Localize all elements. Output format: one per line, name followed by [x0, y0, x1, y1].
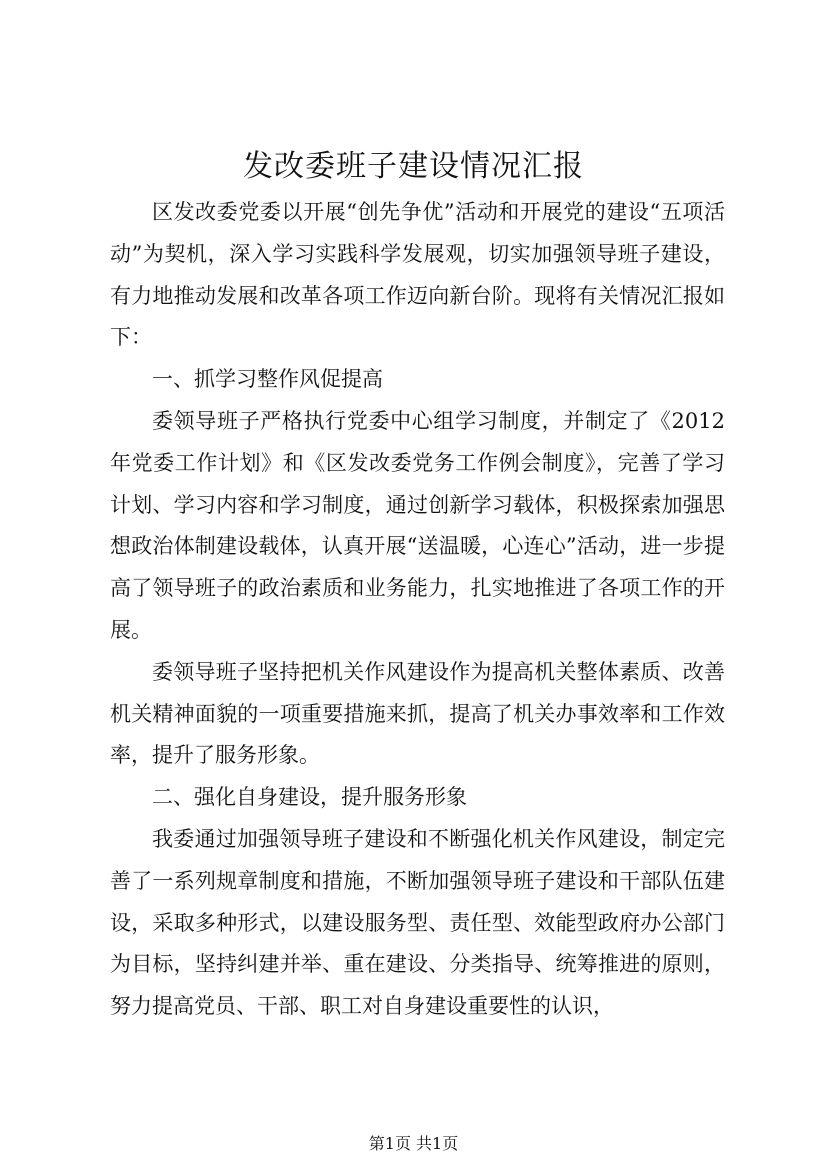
page-footer: 第1页 共1页: [368, 1134, 459, 1153]
section-heading-1: 一、抓学习整作风促提高: [152, 367, 383, 392]
paragraph-study-system: 委领导班子严格执行党委中心组学习制度，并制定了《2012年党委工作计划》和《区发改委党务工作例会制度》，完善了学习计划、学习内容和学习制度，通过创新学习载体，积极探索加强思想政治体制建设载体，认真开展“送温暖，心连心”活动，进一步提高了领导班子的政治素质和业务能力，扎实地推进了各项工作的开展。: [110, 408, 725, 642]
paragraph-intro: 区发改委党委以开展“创先争优”活动和开展党的建设“五项活动”为契机，深入学习实践科学发展观，切实加强领导班子建设，有力地推动发展和改革各项工作迈向新台阶。现将有关情况汇报如下：: [110, 200, 725, 350]
paragraph-self-construction: 我委通过加强领导班子建设和不断强化机关作风建设，制定完善了一系列规章制度和措施，不断加强领导班子建设和干部队伍建设，采取多种形式，以建设服务型、责任型、效能型政府办公部门为目标，坚持纠建并举、重在建设、分类指导、统筹推进的原则，努力提高党员、干部、职工对自身建设重要性的认识，: [110, 826, 725, 1019]
document-title: 发改委班子建设情况汇报: [243, 149, 584, 184]
section-heading-2: 二、强化自身建设，提升服务形象: [152, 785, 467, 810]
document-body: [110, 192, 725, 1028]
paragraph-work-style: 委领导班子坚持把机关作风建设作为提高机关整体素质、改善机关精神面貌的一项重要措施来抓，提高了机关办事效率和工作效率，提升了服务形象。: [110, 659, 725, 768]
